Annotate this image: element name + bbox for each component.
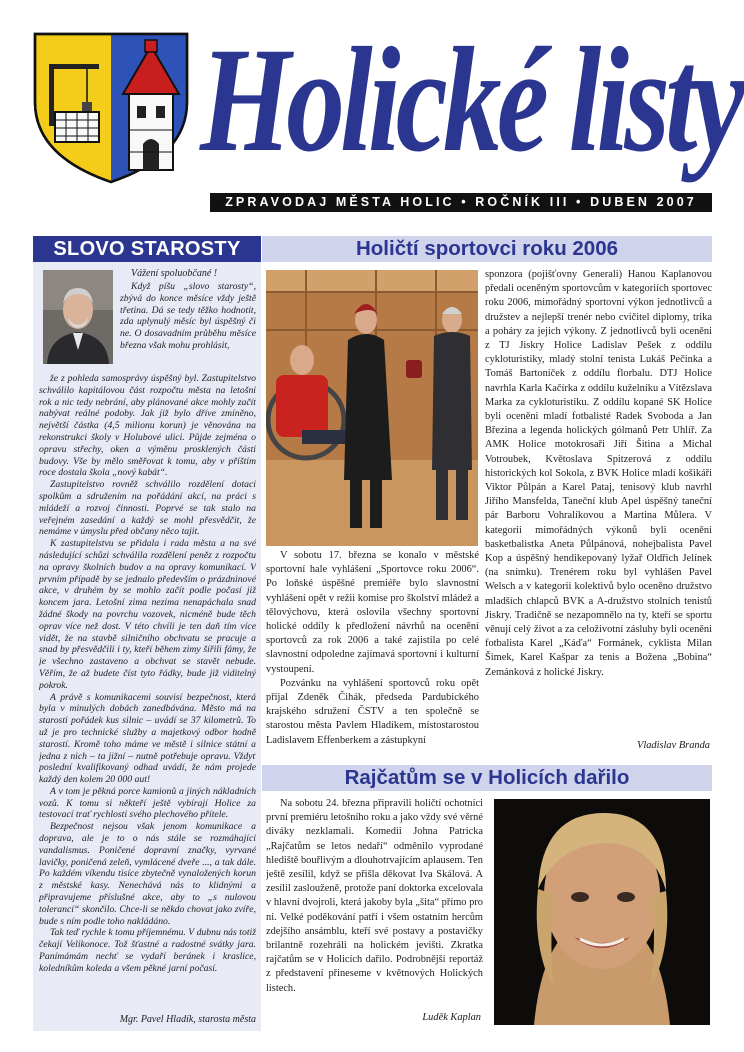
actress-photo: [494, 799, 710, 1025]
mayor-greeting: Vážení spoluobčané !: [131, 268, 218, 279]
mayor-photo: [43, 270, 113, 364]
mayor-paragraph: A v tom je pěkná porce kamionů a jiných nákladních vozů. K tomu si někteří ještě vybírají Holice za testovací trať rychlosti svého plechového přítele.: [39, 785, 256, 821]
mayor-column-title: SLOVO STAROSTY: [33, 236, 261, 262]
masthead-title: Holické listy: [200, 17, 741, 183]
sport-paragraph: V sobotu 17. března se konalo v městské sportovní hale vyhlášení „Sportovce roku 2006“. Po loňské úspěšné premiéře bylo slavnostní vyhlášení opět v režii komise pro školství mládež a tělovýchovu, která oslovila všechny sportovní holické oddíly k předložení návrhů na ocenění sportovců za rok 2006 a také zajistila po celé slavnostní odpoledne zajímavá sportovní i kulturní vystoupení.: [266, 550, 479, 675]
theatre-article-title: Rajčatům se v Holicích dařilo: [262, 765, 712, 791]
sport-article-left: [266, 549, 479, 761]
theatre-article-body: [266, 797, 483, 1015]
mayor-paragraph: Tak teď rychle k tomu příjemnému. V dubnu nás totiž čekají Velikonoce. Tož šťastné a radostné svátky jara. Panímámám nechť se vydaří beránek i kraslice, koledníkům koleda a všem pěkné jarní počasí.: [39, 927, 256, 974]
mayor-paragraph: Zastupitelstvo rovněž schválilo rozdělení dotací spolkům a sdružením na pořádání akcí, na práci s mládeží a rozvoj činnosti. Poprvé se tak stalo na veřejném zasedání a každý se mohl přesvědčit, že nemáme v úmyslu před občany něco tajit.: [39, 479, 256, 538]
sport-article-title: Holičtí sportovci roku 2006: [262, 236, 712, 262]
sport-article-right: [485, 268, 712, 736]
mayor-intro: [120, 281, 256, 375]
mayor-paragraph: že z pohleda samosprávy úspěšný byl. Zastupitelstvo schválilo kapitálovou část rozpočtu města na letošní rok a nic tedy nebrání, aby plánované akce mohly začít nabývat reálné podoby. Jak již bylo dříve zmíněno, největší částka (4,5 milionu korun) je věnována na rekonstrukci školy v Holubové ulici. Půjde zejména o opravu střechy, oken a výměnu prosklených částí budovy. Vše by mělo směřovat k tomu, aby v příštím roce dostala škola „nový kabát“.: [39, 373, 256, 479]
mayor-body: [39, 373, 256, 1013]
mayor-signature: Mgr. Pavel Hladík, starosta města: [119, 1014, 256, 1025]
masthead-subtitle: ZPRAVODAJ MĚSTA HOLIC • ROČNÍK III • DUBEN 2007: [210, 193, 712, 212]
holice-coat-of-arms: [33, 32, 189, 184]
theatre-signature: Luděk Kaplan: [422, 1012, 481, 1023]
sport-paragraph: Pozvánku na vyhlášení sportovců roku opět přijal Zdeněk Čihák, předseda Pardubického krajského sdružení ČSTV a ten společně se starostou města Pavlem Hladíkem, místostarostou Ladislavem Effenberkem a zástupkyní: [266, 677, 479, 746]
mayor-paragraph: K zastupitelstvu se přidala i rada města a na své následující schůzi schválila rozdělení peněz z rozpočtu na opravy školních budov a na opravy komunikací. V prvním případě by se jednalo především o prázdninové akce, v druhém by se mohlo začít podle počasí již koncem jara. Letošní zima nezima nenapáchala snad žádné škody na povrchu vozovek, nicméně bude těch oprav více než dost. V této chvíli je ten daň tím více vidět, že na stavbě silničního obchvatu se pracuje a snad by přesvědčili i ty, kteří během zimy šířili fámy, že je všechno zastaveno a obchvat se stavět nebude. Věřím, že až budete číst tyto řádky, bude již viditelný pokrok.: [39, 538, 256, 691]
theatre-paragraph: Na sobotu 24. března připravili holičtí ochotníci první premiéru letošního roku a jako vždy své věrné diváky nezklamali. Komedii Johna Patricka „Rajčatům se letos nedaří“ odměnilo vyprodané hlediště bouřlivým a dlouhotrvajícím aplausem. Ten ještě zesílil, když se přišla děkovat Iva Skálová. A zesílil zaslouženě, protože paní doktorka excelovala v hlavní dvojroli, která jakoby byla „šita“ přímo pro ni. Velké poděkování patří i všem ostatním hercům zdejšího ansámblu, kteří své postavy a postavičky brilantně rozehráli na holickém jevišti. Zkratka rajčatům se v Holicích dařilo. Podrobnější reportáž z představení přineseme v květnových Holických listech.: [266, 798, 483, 994]
mayor-paragraph: A právě s komunikacemi souvisí bezpečnost, která byla v minulých dobách zanedbávána. Město má na starosti pořádek kus silnic – uvádí se 37 kilometrů. To už je pro technické služby a majetkový odbor hodně starostí. Kromě toho máme ve městě i silnice státní a jedna z nich – ta jižní – nutně potřebuje opravu. Vždyť poslední kvalifikovaný odhad uvádí, že nám projede každý den kolem 20 000 aut!: [39, 691, 256, 786]
sport-paragraph: sponzora (pojišťovny Generali) Hanou Kaplanovou předali oceněným sportovcům v kategoriích sportovec roku 2006, mimořádný sportovní výkon jednotlivců a družstev a nejlepší trenér nebo cvičitel diplomy, trika a poháry za jejich výkony. Z jednotlivců byli oceněni z TJ Jiskry Holice Ladislav Pešek z oddílu cykloturistiky, mladý stolní tenista Lukáš Pečinka a Tomáš Bartoníček z oddílu florbalu. DTJ Holice navrhla Karla Kačírka z oddílu kuželníku a Vítězslava Marka za cykloturistiku. Z oddílu kopané SK Holice byli oceněni mladí fotbalisté Radek Svoboda a Jan Březina a legenda holických gólmanů Petr Uhlíř. Za AMK Holice motokrosaři Jiří Šitina a Michal Votroubek, Květoslava Spitzerová z oddílu historických kol Sokola, z BVK Holice mladí košikáři Viktor Půlpán a Karel Pataj, tenisový klub navrhl Jiřího Mansfelda, Taneční klub Apel úspěšný taneční pár Barboru Vohralíkovou a Martina Můlera. V kategorii mimořádných výkonů byli oceněni basketbalistka Aneta Půlpánová, nohejbalista Pavel Kop a úspěšný hendikepovaný lyžař Oldřich Jelínek (na snímku). Trenérem roku byl vyhlášen Pavel Welsch a v kategorii kolektivů bylo oceněno družstvo mladších chlapců BVK a A-družstvo stolních tenistů Jiskry. Tradičně se nezapomnělo na ty, kteří se sportu věnují celý život a za celoživotní zásluhy byli oceněni fotbalista Karel „Káďa“ Formánek, cyklista Milan Šimek, Karel Kašpar za tenis a Božena „Bobina“ Zemánková z holické Jiskry.: [485, 269, 712, 678]
mayor-intro-paragraph: Když píšu „slovo starosty“, zbývá do konce měsíce vždy ještě třetina. Dá se tedy těžko hodnotit, zda uplynulý měsíc byl úspěšný či ne. O dosavadním průběhu měsíce března však mohu prohlásit,: [120, 281, 256, 351]
mayor-paragraph: Bezpečnost nejsou však jenom komunikace a doprava, ale je to o nás stále se rozmáhající vandalismus. Poničené dopravní značky, vyrvané lavičky, poničená zeleň, vymlácené dveře ..., a tak dále. Po každém víkendu tisíce zbytečně vynaložených korun z městské kasy. Nenechává nás to klidnými a připravujeme příslušné akce, aby to „s nulovou tolerancí“ skončilo. Chce-li se někdo chovat jako zvíře, bude s ním podle toho nakládáno.: [39, 821, 256, 927]
sport-award-photo: [266, 270, 478, 546]
sport-signature: Vladislav Branda: [636, 740, 710, 751]
